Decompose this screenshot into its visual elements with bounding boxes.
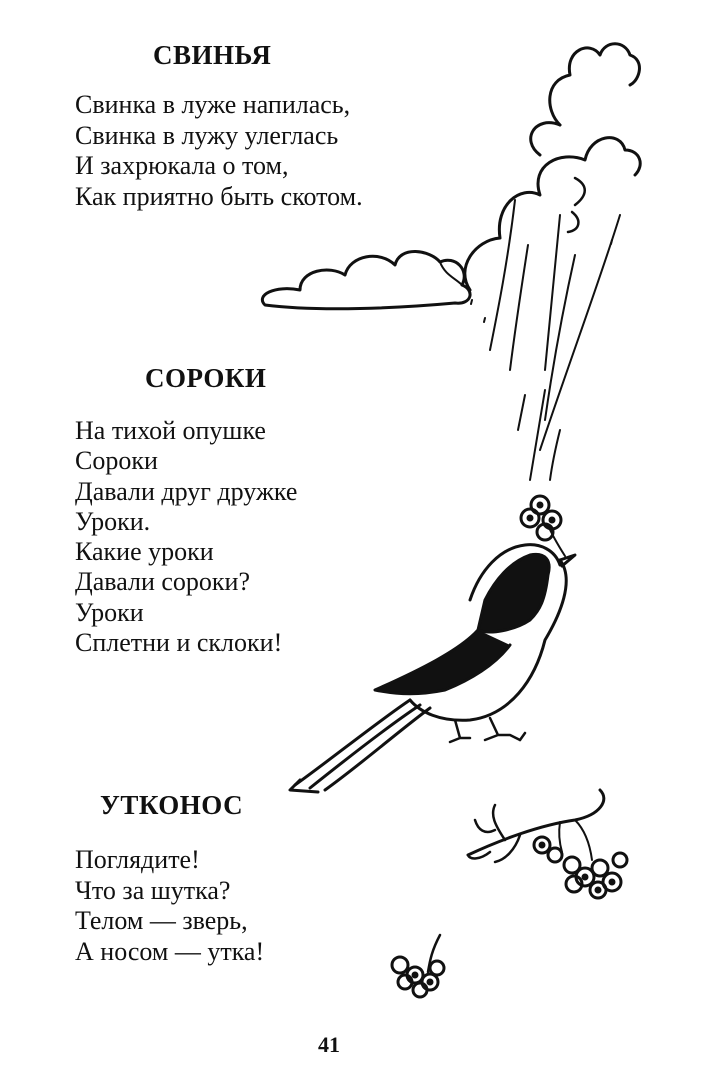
poem-line: А носом — утка! [75,936,265,966]
poem-line: Поглядите! [75,845,200,874]
poem-line: На тихой опушке [75,416,266,445]
poem-title-svinya: СВИНЬЯ [153,40,272,70]
poem-line: Свинка в лужу улеглась [75,120,339,150]
poem-line: Что за шутка? [75,875,231,905]
poem-line: Как приятно быть скотом. [75,181,363,211]
cloud-rain-icon [262,44,640,480]
rowan-branch-icon [468,790,627,898]
poem-title-utkonos: УТКОНОС [100,790,244,820]
poem-line: Уроки. [75,506,151,536]
berry-cluster-icon [392,935,444,997]
magpie-icon [290,496,575,792]
poem-line: Уроки [75,597,144,627]
poem-line: Давали друг дружке [75,476,298,506]
poem-line: И захрюкала о том, [75,151,289,180]
poem-line: Сплетни и склоки! [75,628,283,658]
poem-line: Сороки [75,446,158,476]
poem-line: Какие уроки [75,537,214,567]
page-number: 41 [318,1032,340,1057]
poem-title-soroki: СОРОКИ [145,363,267,393]
poem-line: Свинка в луже напилась, [75,90,351,119]
poem-line: Давали сороки? [75,567,250,597]
poem-line: Телом — зверь, [75,906,248,935]
